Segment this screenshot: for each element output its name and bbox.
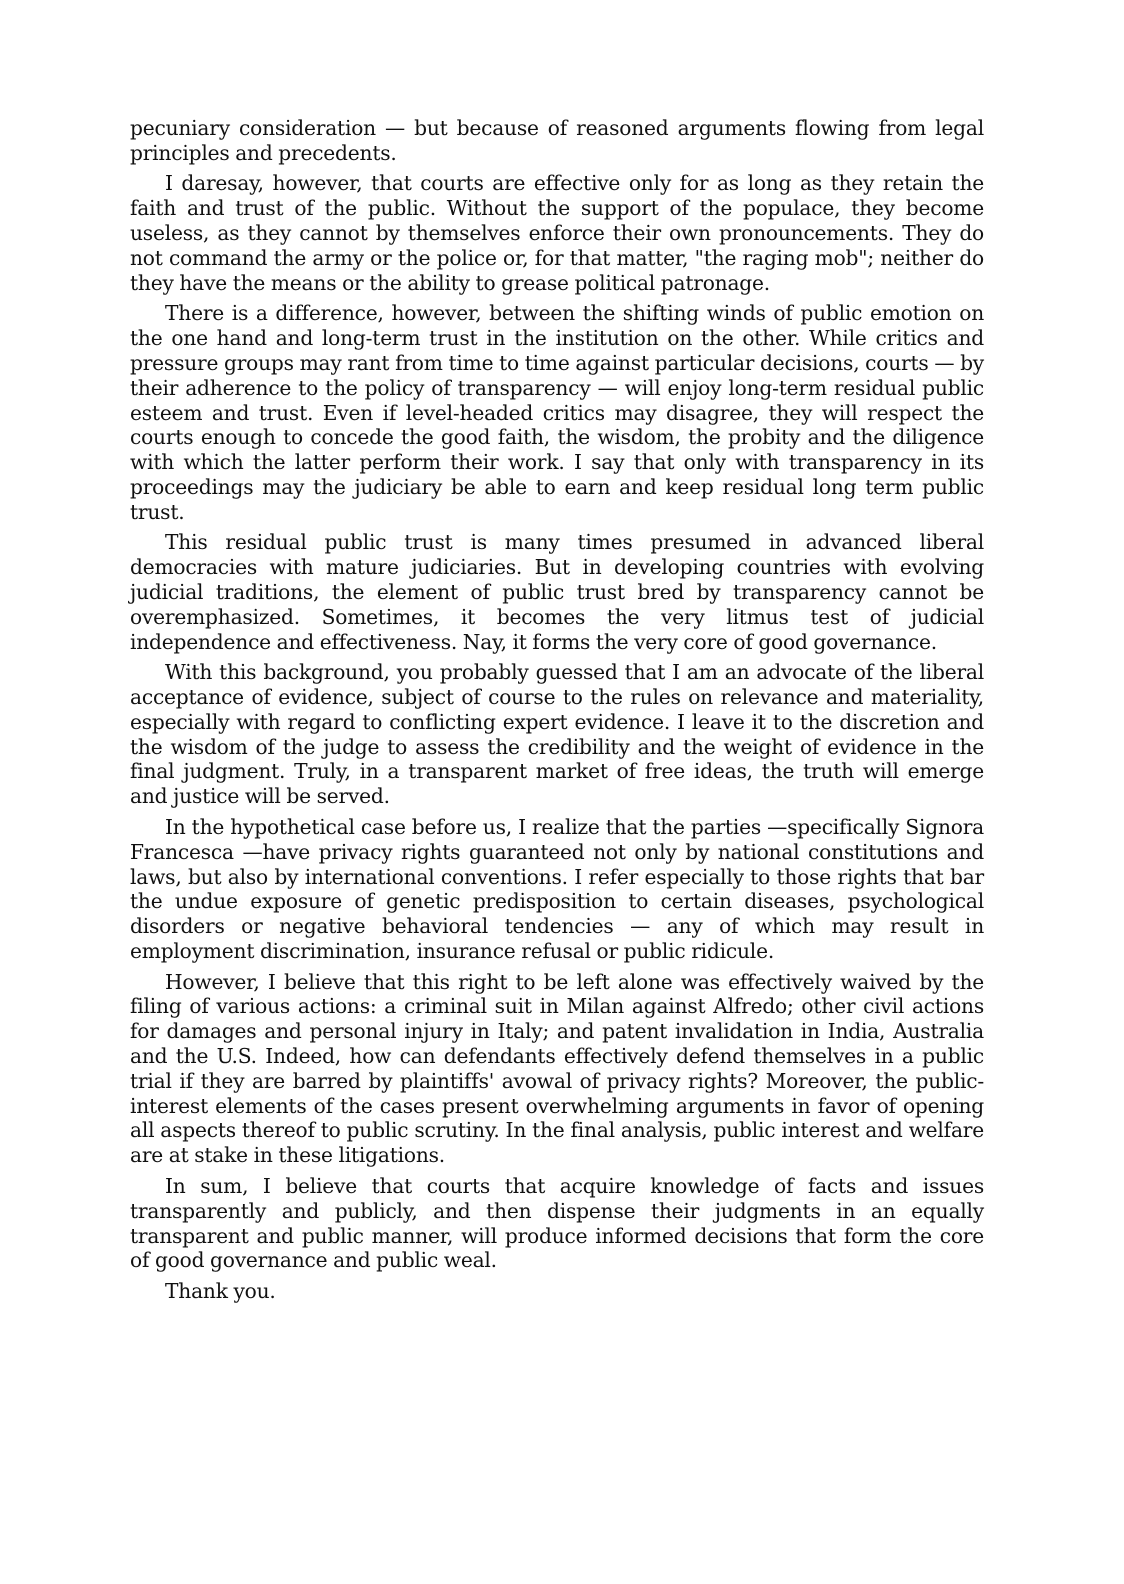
paragraph-summary: In sum, I believe that courts that acquire knowledge of facts and issues transparently and publicly, and then dispense their judgments in an equally transparent and public manner, will produce informed decisions that form the core of good governance and public weal.: [130, 1173, 984, 1273]
paragraph-public-trust: There is a difference, however, between the shifting winds of public emotion on the one hand and long-term trust in the institution on the other. While critics and pressure groups may rant from time to time against particular decisions, courts — by their adherence to the policy of transparency — will enjoy long-term residual public esteem and trust. Even if level-headed critics may disagree, they will respect the courts enough to concede the good faith, the wisdom, the probity and the diligence with which the latter perform their work. I say that only with transparency in its proceedings may the judiciary be able to earn and keep residual long term public trust.: [130, 301, 984, 524]
paragraph-closing: Thank you.: [165, 1278, 276, 1303]
paragraph-privacy-rights: In the hypothetical case before us, I realize that the parties —specifically Signora Francesca —have privacy rights guaranteed not only by national constitutions and laws, but also by international conventions. I refer especially to those rights that bar the undue exposure of genetic predisposition to certain diseases, psychological disorders or negative behavioral tendencies — any of which may result in employment discrimination, insurance refusal or public ridicule.: [130, 814, 984, 963]
paragraph-courts-effectiveness: I daresay, however, that courts are effective only for as long as they retain the faith and trust of the public. Without the support of the populace, they become useless, as they cannot by themselves enforce their own pronouncements. They do not command the army or the police or, for that matter, "the raging mob"; neither do they have the means or the ability to grease political patronage.: [130, 171, 984, 295]
paragraph-waiver: However, I believe that this right to be left alone was effectively waived by the filing of various actions: a criminal suit in Milan against Alfredo; other civil actions for damages and personal injury in Italy; and patent invalidation in India, Australia and the U.S. Indeed, how can defendants effectively defend themselves in a public trial if they are barred by plaintiffs' avowal of privacy rights? Moreover, the public-interest elements of the cases present overwhelming arguments in favor of opening all aspects thereof to public scrutiny. In the final analysis, public interest and welfare are at stake in these litigations.: [130, 969, 984, 1168]
paragraph-continuation: pecuniary consideration — but because of reasoned arguments flowing from legal principles and precedents.: [130, 116, 984, 165]
paragraph-residual-trust: This residual public trust is many times presumed in advanced liberal democracies with mature judiciaries. But in developing countries with evolving judicial traditions, the element of public trust bred by transparency cannot be overemphasized. Sometimes, it becomes the very litmus test of judicial independence and effectiveness. Nay, it forms the very core of good governance.: [130, 530, 984, 654]
paragraph-evidence: With this background, you probably guessed that I am an advocate of the liberal acceptance of evidence, subject of course to the rules on relevance and materiality, especially with regard to conflicting expert evidence. I leave it to the discretion and the wisdom of the judge to assess the credibility and the weight of evidence in the final judgment. Truly, in a transparent market of free ideas, the truth will emerge and justice will be served.: [130, 660, 984, 809]
document-page: [130, 116, 984, 1310]
